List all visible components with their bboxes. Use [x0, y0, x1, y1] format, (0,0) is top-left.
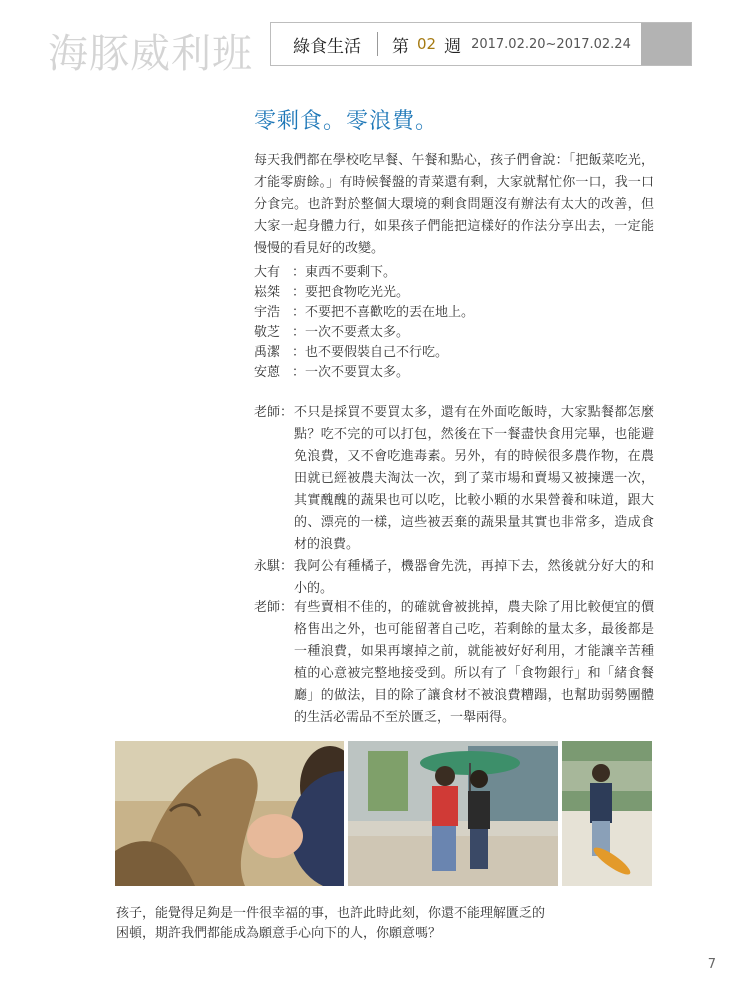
speaker-name: 永騏：: [254, 559, 294, 574]
quote-text: 一次不要煮太多。: [305, 325, 410, 340]
quote-item: 崧桀 ： 要把食物吃光光。: [254, 283, 474, 303]
quote-text: 不要把不喜歡吃的丟在地上。: [305, 305, 475, 320]
quote-item: 安蒽 ： 一次不要買太多。: [254, 363, 474, 383]
week-prefix: 第: [392, 36, 409, 57]
quote-text: 東西不要剩下。: [305, 265, 397, 280]
header-gray-block: [641, 23, 691, 65]
quote-item: 禹潔 ： 也不要假裝自己不行吃。: [254, 343, 474, 363]
header-divider: [377, 32, 378, 56]
dialogue-student: [254, 556, 654, 600]
category-label: 綠食生活: [293, 36, 361, 57]
intro-paragraph: 每天我們都在學校吃早餐、午餐和點心，孩子們會說：「把飯菜吃光，才能零廚餘。」有時候餐盤的青菜還有剩，大家就幫忙你一口，我一口分食完。也許對於整個大環境的剩食問題沒有辦法有太大的改善，但大家一起身體力行，如果孩子們能把這樣好的作法分享出去，一定能慢慢的看見好的改變。: [254, 153, 654, 256]
quote-name: 崧桀: [254, 285, 281, 300]
speaker-text: 我阿公有種橘子，機器會先洗，再掉下去，然後就分好大的和小的。: [294, 559, 654, 596]
dialogue-teacher-2: [254, 597, 654, 729]
quote-name: 禹潔: [254, 345, 281, 360]
speaker-name: 老師：: [254, 405, 294, 420]
page-number: 7: [707, 957, 716, 972]
quote-name: 敬芝: [254, 325, 281, 340]
article-title: 零剩食。零浪費。: [254, 109, 439, 134]
quote-text: 要把食物吃光光。: [305, 285, 410, 300]
photo-child-tree: [115, 741, 344, 886]
quote-text: 也不要假裝自己不行吃。: [305, 345, 449, 360]
dialogue-teacher-1: [254, 402, 654, 556]
photo-children-umbrella: [348, 741, 558, 886]
week-number: 02: [417, 35, 437, 53]
header-bar: [270, 22, 692, 66]
week-suffix: 週: [444, 36, 462, 57]
quote-item: 大有 ： 東西不要剩下。: [254, 263, 474, 283]
quote-text: 一次不要買太多。: [305, 365, 410, 380]
speaker-text: 有些賣相不佳的，的確就會被挑掉，農夫除了用比較便宜的價格售出之外，也可能留著自己吃，若剩餘的量太多，最後都是一種浪費，如果再壞掉之前，就能被好好利用，才能讓辛苦種植的心意被完整地接受到。所以有了「食物銀行」和「緒食餐廳」的做法，目的除了讓食材不被浪費糟蹋，也幫助弱勢團體的生活必需品不至於匱乏，一舉兩得。: [294, 600, 654, 725]
quote-name: 安蒽: [254, 365, 281, 380]
photo-caption: 孩子，能覺得足夠是一件很幸福的事，也許此時此刻，你還不能理解匱乏的困頓，期許我們都能成為願意手心向下的人，你願意嗎？: [116, 906, 546, 941]
brand-logo: 海豚威利班: [48, 31, 253, 77]
quote-item: 宇浩 ： 不要把不喜歡吃的丟在地上。: [254, 303, 474, 323]
speaker-name: 老師：: [254, 600, 294, 615]
quote-item: 敬芝 ： 一次不要煮太多。: [254, 323, 474, 343]
date-range: 2017.02.20~2017.02.24: [471, 36, 631, 52]
photo-child-skateboard: [562, 741, 652, 886]
speaker-text: 不只是採買不要買太多，還有在外面吃飯時，大家點餐都怎麼點？吃不完的可以打包，然後在下一餐盡快食用完畢，也能避免浪費，又不會吃進毒素。另外，有的時候很多農作物，在農田就已經被農夫淘汰一次，到了菜市場和賣場又被揀選一次，其實醜醜的蔬果也可以吃，比較小顆的水果營養和味道，跟大的、漂亮的一樣，這些被丟棄的蔬果量其實也非常多，造成食材的浪費。: [294, 405, 654, 552]
quote-name: 大有: [254, 265, 281, 280]
quote-name: 宇浩: [254, 305, 281, 320]
student-quotes: [254, 263, 474, 383]
